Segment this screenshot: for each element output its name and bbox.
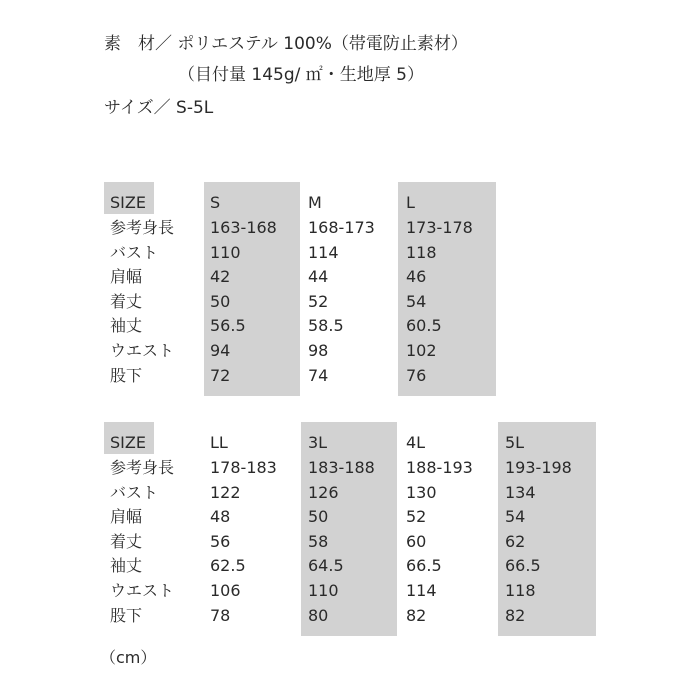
column-shade-3l xyxy=(301,422,397,636)
cell-m-length: 52 xyxy=(308,292,329,311)
size-header-ll: LL xyxy=(210,433,228,452)
cell-m-waist: 98 xyxy=(308,341,329,360)
cell-ll-length: 56 xyxy=(210,532,231,551)
cell-s-bust: 110 xyxy=(210,243,241,262)
row-label-length: 着丈 xyxy=(110,292,143,311)
cell-m-bust: 114 xyxy=(308,243,339,262)
unit-note: （cm） xyxy=(100,648,157,667)
cell-l-bust: 118 xyxy=(406,243,437,262)
column-shade-5l xyxy=(498,422,596,636)
cell-l-shoulder: 46 xyxy=(406,267,427,286)
size-header-m: M xyxy=(308,193,322,212)
row-label-waist: ウエスト xyxy=(110,581,175,600)
column-shade-s xyxy=(204,182,300,396)
cell-m-sleeve: 58.5 xyxy=(308,316,344,335)
cell-4l-waist: 114 xyxy=(406,581,437,600)
cell-5l-waist: 118 xyxy=(505,581,536,600)
size-header-3l: 3L xyxy=(308,433,328,452)
cell-5l-inseam: 82 xyxy=(505,606,526,625)
cell-m-shoulder: 44 xyxy=(308,267,329,286)
cell-3l-height: 183-188 xyxy=(308,458,375,477)
cell-s-inseam: 72 xyxy=(210,366,231,385)
cell-l-length: 54 xyxy=(406,292,427,311)
cell-l-waist: 102 xyxy=(406,341,437,360)
cell-4l-length: 60 xyxy=(406,532,427,551)
row-label-size: SIZE xyxy=(110,193,146,212)
cell-3l-inseam: 80 xyxy=(308,606,329,625)
cell-ll-height: 178-183 xyxy=(210,458,277,477)
row-label-inseam: 股下 xyxy=(110,366,143,385)
cell-l-inseam: 76 xyxy=(406,366,427,385)
row-label-bust: バスト xyxy=(110,483,159,502)
cell-s-sleeve: 56.5 xyxy=(210,316,246,335)
row-label-length: 着丈 xyxy=(110,532,143,551)
material-text: 素 材／ ポリエステル 100%（帯電防止素材） xyxy=(104,34,468,54)
row-label-shoulder: 肩幅 xyxy=(110,267,143,286)
size-header-l: L xyxy=(406,193,415,212)
cell-3l-waist: 110 xyxy=(308,581,339,600)
row-label-bust: バスト xyxy=(110,243,159,262)
cell-ll-bust: 122 xyxy=(210,483,241,502)
size-header-s: S xyxy=(210,193,221,212)
cell-m-inseam: 74 xyxy=(308,366,329,385)
cell-s-shoulder: 42 xyxy=(210,267,231,286)
cell-s-height: 163-168 xyxy=(210,218,277,237)
cell-m-height: 168-173 xyxy=(308,218,375,237)
cell-ll-shoulder: 48 xyxy=(210,507,231,526)
cell-s-waist: 94 xyxy=(210,341,231,360)
cell-5l-shoulder: 54 xyxy=(505,507,526,526)
row-label-waist: ウエスト xyxy=(110,341,175,360)
cell-l-sleeve: 60.5 xyxy=(406,316,442,335)
cell-s-length: 50 xyxy=(210,292,231,311)
cell-3l-bust: 126 xyxy=(308,483,339,502)
row-label-sleeve: 袖丈 xyxy=(110,556,143,575)
cell-4l-inseam: 82 xyxy=(406,606,427,625)
cell-ll-waist: 106 xyxy=(210,581,241,600)
row-label-inseam: 股下 xyxy=(110,606,143,625)
size-header-4l: 4L xyxy=(406,433,426,452)
row-label-height: 参考身長 xyxy=(110,218,175,237)
size-range-text: サイズ／ S-5L xyxy=(104,98,214,118)
column-shade-l xyxy=(398,182,496,396)
row-label-size: SIZE xyxy=(110,433,146,452)
cell-5l-length: 62 xyxy=(505,532,526,551)
cell-5l-bust: 134 xyxy=(505,483,536,502)
cell-4l-shoulder: 52 xyxy=(406,507,427,526)
row-label-height: 参考身長 xyxy=(110,458,175,477)
cell-4l-sleeve: 66.5 xyxy=(406,556,442,575)
weight-text: （目付量 145g/ ㎡・生地厚 5） xyxy=(178,65,424,85)
size-header-5l: 5L xyxy=(505,433,525,452)
cell-5l-sleeve: 66.5 xyxy=(505,556,541,575)
cell-5l-height: 193-198 xyxy=(505,458,572,477)
cell-4l-bust: 130 xyxy=(406,483,437,502)
cell-ll-sleeve: 62.5 xyxy=(210,556,246,575)
cell-l-height: 173-178 xyxy=(406,218,473,237)
cell-3l-length: 58 xyxy=(308,532,329,551)
cell-ll-inseam: 78 xyxy=(210,606,231,625)
cell-4l-height: 188-193 xyxy=(406,458,473,477)
cell-3l-shoulder: 50 xyxy=(308,507,329,526)
row-label-shoulder: 肩幅 xyxy=(110,507,143,526)
row-label-sleeve: 袖丈 xyxy=(110,316,143,335)
cell-3l-sleeve: 64.5 xyxy=(308,556,344,575)
